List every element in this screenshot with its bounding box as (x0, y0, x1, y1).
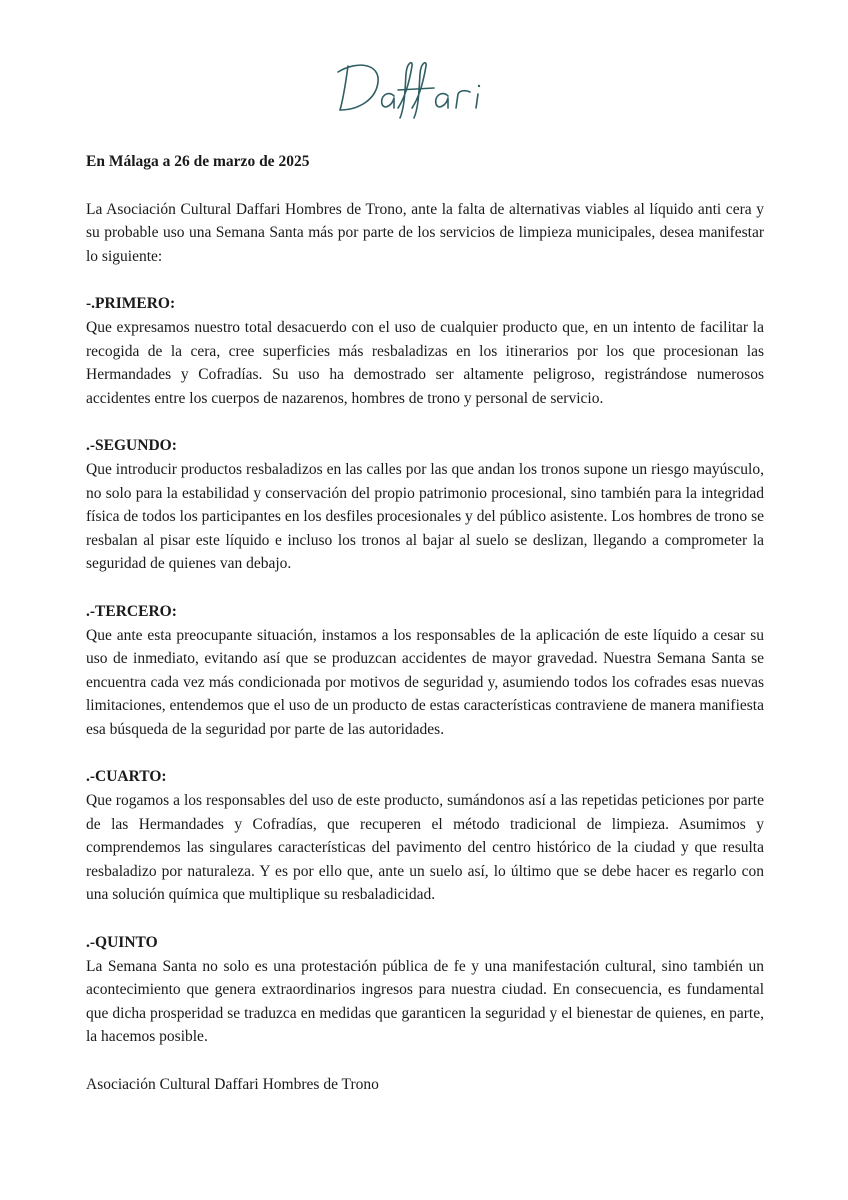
daffari-logo (336, 56, 516, 120)
section-heading: .-TERCERO: (86, 602, 177, 620)
section-body: Que expresamos nuestro total desacuerdo con el uso de cualquier producto que, en un intento de facilitar la recogida de la cera, cree superficies más resbaladizas en los itinerarios por los que procesionan las Hermandades y Cofradías. Su uso ha demostrado ser altamente peligroso, registrándose numerosos accidentes entre los cuerpos de nazarenos, hombres de trono y personal de servicio. (86, 318, 764, 407)
section-heading: .-CUARTO: (86, 768, 167, 786)
section-heading: .-QUINTO (86, 934, 158, 952)
section-cuarto (86, 765, 764, 907)
section-segundo (86, 434, 764, 576)
date-line: En Málaga a 26 de marzo de 2025 (86, 153, 310, 170)
section-body: Que rogamos a los responsables del uso de este producto, sumándonos así a las repetidas peticiones por parte de las Hermandades y Cofradías, que recuperen el método tradicional de limpieza. Asumimos y comprendemos las singulares características del pavimento del centro histórico de la ciudad y que resulta resbaladizo por naturaleza. Y es por ello que, ante un suelo así, lo último que se debe hacer es regarlo con una solución química que multiplique su resbaladicidad. (86, 792, 764, 904)
section-primero (86, 292, 764, 410)
signature: Asociación Cultural Daffari Hombres de Trono (86, 1076, 379, 1093)
section-body: Que ante esta preocupante situación, instamos a los responsables de la aplicación de este líquido a cesar su uso de inmediato, evitando así que se produzcan accidentes de mayor gravedad. Nuestra Semana Santa se encuentra cada vez más condicionada por motivos de seguridad y, asumiendo todos los cofrades esas nuevas limitaciones, entendemos que el uso de un producto de estas características contraviene de manera manifiesta esa búsqueda de la seguridad por parte de las autoridades. (86, 626, 764, 738)
section-heading: -.PRIMERO: (86, 295, 176, 313)
section-tercero (86, 600, 764, 742)
section-body: La Semana Santa no solo es una protestación pública de fe y una manifestación cultural, sino también un acontecimiento que genera extraordinarios ingresos para nuestra ciudad. En consecuencia, es fundamental que dicha prosperidad se traduzca en medidas que garanticen la seguridad y el bienestar de quienes, en parte, la hacemos posible. (86, 957, 764, 1046)
section-body: Que introducir productos resbaladizos en las calles por las que andan los tronos supone un riesgo mayúsculo, no solo para la estabilidad y conservación del propio patrimonio procesional, sino también para la integridad física de todos los participantes en los desfiles procesionales y del público asistente. Los hombres de trono se resbalan al pisar este líquido e incluso los tronos al bajar al suelo se deslizan, llegando a comprometer la seguridad de quienes van debajo. (86, 460, 764, 573)
intro-paragraph: La Asociación Cultural Daffari Hombres de Trono, ante la falta de alternativas viables al líquido anti cera y su probable uso una Semana Santa más por parte de los servicios de limpieza municipales, desea manifestar lo siguiente: (86, 200, 764, 265)
section-heading: .-SEGUNDO: (86, 437, 177, 455)
daffari-logo-graphic (336, 56, 516, 120)
letter-body (86, 150, 764, 1097)
section-quinto (86, 931, 764, 1049)
